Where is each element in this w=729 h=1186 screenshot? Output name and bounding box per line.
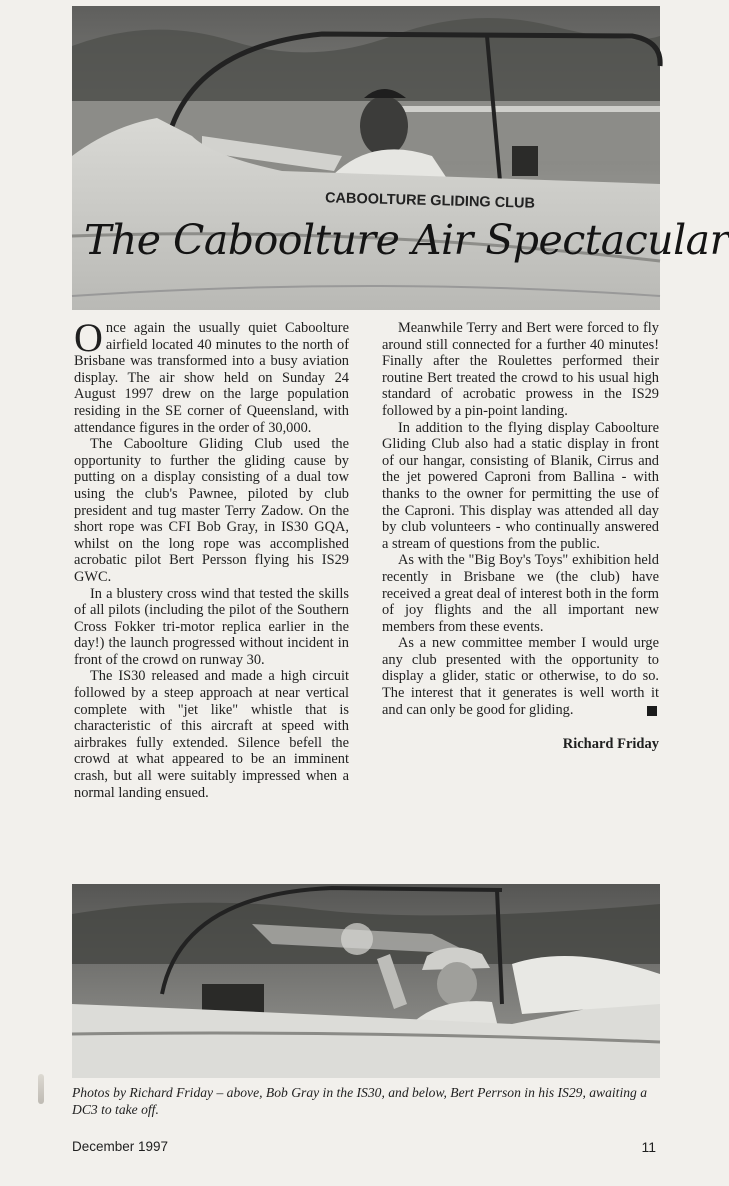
drop-cap: O bbox=[74, 315, 103, 360]
footer-date: December 1997 bbox=[72, 1139, 169, 1154]
paragraph: The Caboolture Gliding Club used the opportunity to further the gliding cause by putting on a display consisting of a dual tow using the club's Pawnee, piloted by club president and tug master Terry Zadow. On the short rope was CFI Bob Gray, in IS30 GQA, whilst on the long rope was accomplished acrobatic pilot Bert Persson flying his IS29 GWC. bbox=[74, 436, 349, 585]
paragraph-text: nce again the usually quiet Caboolture airfield located 40 minutes to the north of Brisbane was transformed into a busy aviation display. The air show held on Sunday 24 August 1997 drew on the large population residing in the SE corner of Queensland, with attendance figures in the order of 30,000. bbox=[74, 320, 349, 436]
end-mark-icon bbox=[647, 706, 657, 716]
glider-cockpit-photo bbox=[72, 6, 729, 310]
paragraph bbox=[382, 635, 659, 718]
article-title: The Caboolture Air Spectacular bbox=[84, 216, 729, 264]
glider-cockpit-photo-2 bbox=[72, 884, 660, 1078]
paragraph: The IS30 released and made a high circuit followed by a steep approach at near vertical complete with "jet like" whistle that is characteristic of this aircraft at speed with airbrakes fully extended. Silence befell the crowd at what appeared to be an imminent crash, but all were suitably impressed when a normal landing ensued. bbox=[74, 668, 349, 801]
author-byline: Richard Friday bbox=[562, 736, 659, 753]
photo-caption: Photos by Richard Friday – above, Bob Gray in the IS30, and below, Bert Perrson in his IS29, awaiting a DC3 to take off. bbox=[72, 1085, 648, 1117]
paragraph-text: As a new committee member I would urge any club presented with the opportunity to display a glider, static or otherwise, to do so. The interest that it generates is well worth it and can only be good for gliding. bbox=[382, 635, 659, 718]
article-right-column bbox=[382, 320, 659, 753]
page-number: 11 bbox=[641, 1139, 656, 1155]
top-photo bbox=[72, 6, 729, 310]
paragraph: Meanwhile Terry and Bert were forced to fly around still connected for a further 40 minutes! Finally after the Roulettes performed their routine Bert treated the crowd to his usual high standard of acrobatic prowess in the IS29 followed by a pin-point landing. bbox=[382, 320, 659, 419]
article-left-column bbox=[74, 315, 349, 801]
paragraph: In addition to the flying display Caboolture Gliding Club also had a static display in front of our hangar, consisting of Blanik, Cirrus and the jet powered Caproni from Ballina - with thanks to the owner for permitting the use of the Caproni. This display was attended all day by club volunteers - who continually answered a stream of questions from the public. bbox=[382, 419, 659, 552]
fuselage-lettering: CABOOLTURE GLIDING CLUB bbox=[324, 190, 536, 212]
staple-mark bbox=[38, 1074, 44, 1104]
bottom-photo bbox=[72, 884, 660, 1078]
paragraph: In a blustery cross wind that tested the skills of all pilots (including the pilot of the Southern Cross Fokker tri-motor replica earlier in the day!) the launch progressed without incident in front of the crowd on runway 30. bbox=[74, 585, 349, 668]
paragraph bbox=[74, 315, 349, 436]
paragraph: As with the "Big Boy's Toys" exhibition held recently in Brisbane we (the club) have received a great deal of interest both in the form of joy flights and the all important new members from these events. bbox=[382, 552, 659, 635]
